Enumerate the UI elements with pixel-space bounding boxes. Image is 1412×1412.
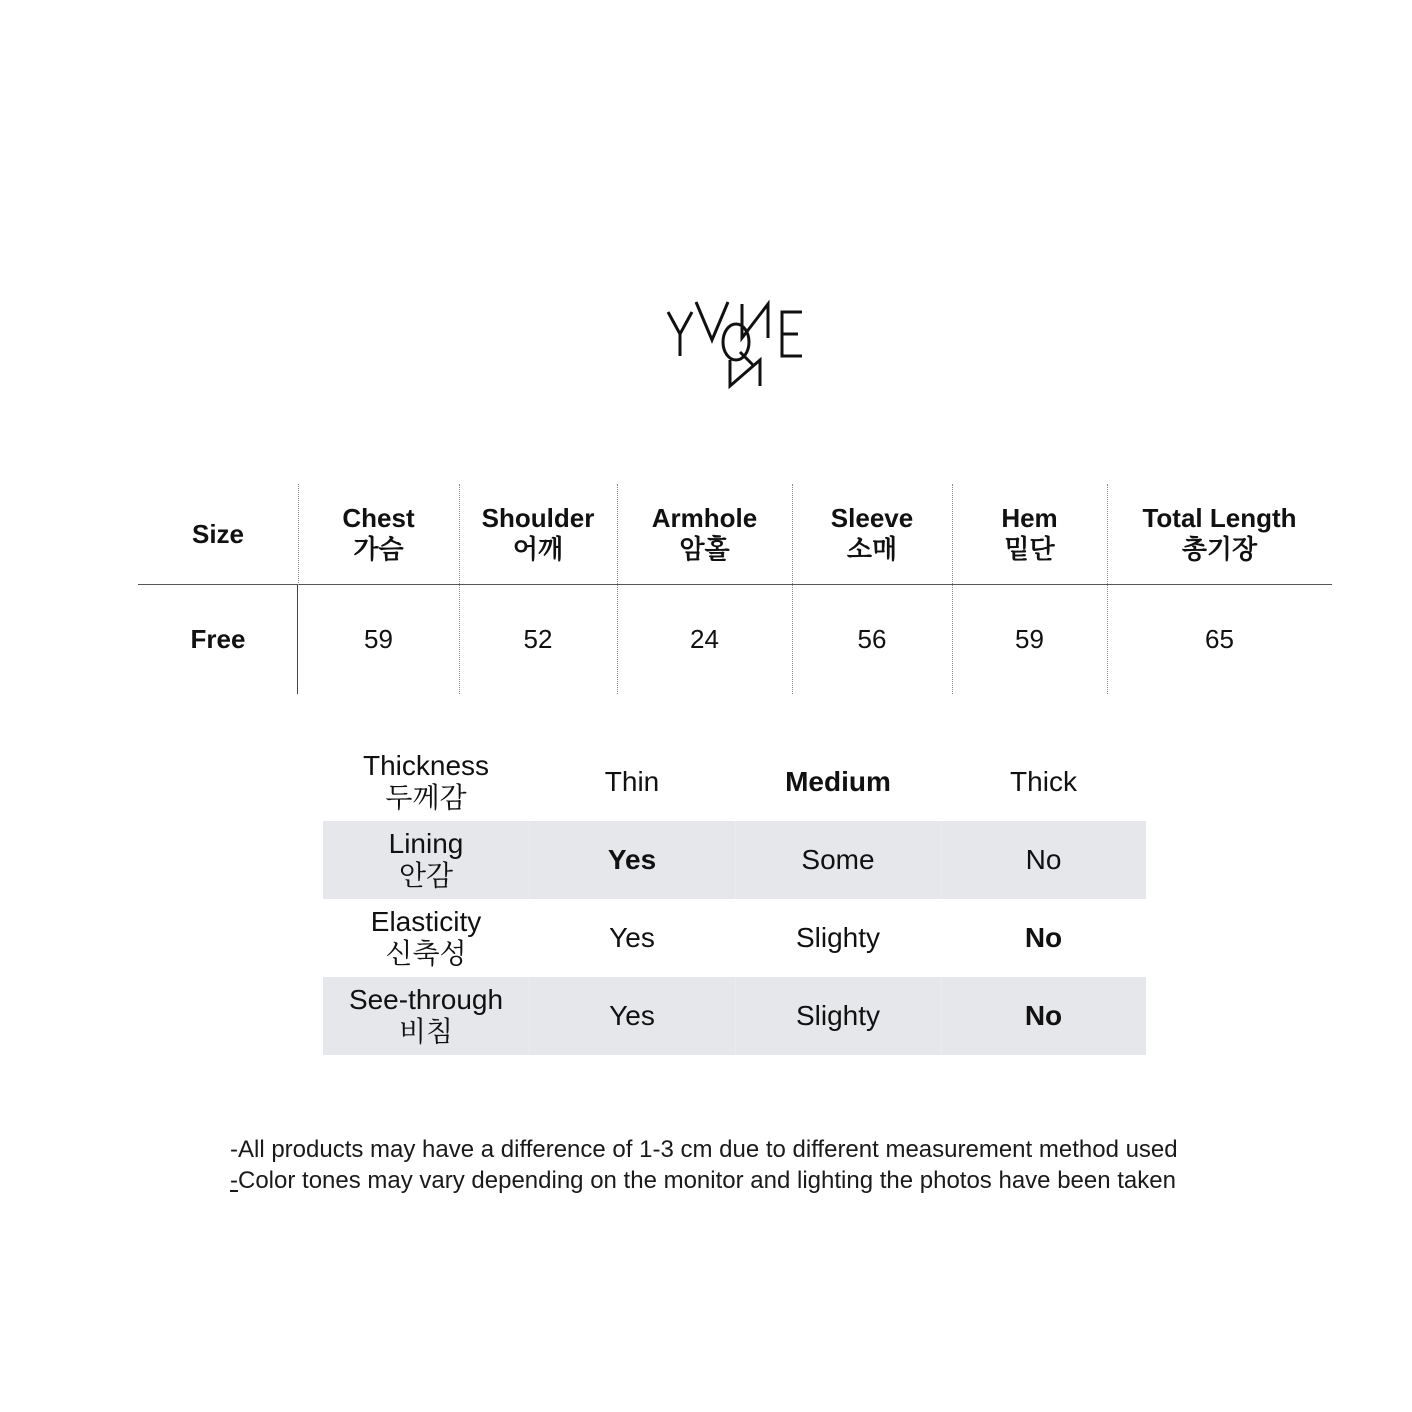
disclaimer-notes — [230, 1134, 1290, 1196]
fabric-row-thickness — [323, 743, 1146, 821]
header-sleeve-en: Sleeve — [830, 503, 914, 533]
fabric-attr-ko: 두께감 — [385, 782, 467, 813]
header-sleeve — [792, 484, 952, 584]
fabric-option-selected: Yes — [607, 844, 657, 875]
header-total-length-ko: 총기장 — [1181, 534, 1258, 564]
size-shoulder-value: 52 — [523, 624, 553, 654]
size-free-label: Free — [190, 624, 246, 654]
fabric-option: Slighty — [795, 922, 881, 953]
fabric-option-selected: No — [1024, 1000, 1063, 1031]
header-total-length — [1107, 484, 1332, 584]
fabric-option-selected: No — [1024, 922, 1063, 953]
fabric-attr-lining — [323, 821, 529, 899]
fabric-attr-ko: 신축성 — [385, 938, 467, 969]
header-armhole-en: Armhole — [651, 503, 758, 533]
column-separator — [298, 484, 299, 585]
column-separator — [792, 484, 793, 694]
fabric-option: Thick — [1010, 766, 1077, 797]
column-separator — [459, 484, 460, 694]
header-chest-ko: 가슴 — [353, 534, 404, 564]
fabric-attr-en: Thickness — [362, 750, 490, 781]
fabric-row-lining — [323, 821, 1146, 899]
fabric-option: Some — [801, 844, 875, 875]
header-hem-ko: 밑단 — [1004, 534, 1055, 564]
fabric-attr-thickness — [323, 743, 529, 821]
size-hem-value: 59 — [1015, 624, 1044, 654]
fabric-option: Thin — [604, 766, 660, 797]
note-measurement: -All products may have a difference of 1-3 cm due to different measurement method used — [230, 1136, 1178, 1163]
fabric-attr-ko: 비침 — [398, 1016, 454, 1047]
column-separator — [1107, 484, 1108, 694]
header-armhole — [617, 484, 792, 584]
fabric-attr-ko: 안감 — [398, 860, 454, 891]
note-color-tones-text: Color tones may vary depending on the monitor and lighting the photos have been taken — [238, 1167, 1176, 1194]
header-shoulder — [459, 484, 617, 584]
header-chest — [298, 484, 459, 584]
size-sleeve-value: 56 — [857, 624, 887, 654]
yvonne-monogram-logo-icon — [664, 300, 806, 390]
fabric-option: No — [1025, 844, 1062, 875]
header-total-length-en: Total Length — [1142, 503, 1297, 533]
header-shoulder-ko: 어깨 — [512, 534, 564, 564]
fabric-attr-en: Elasticity — [370, 906, 482, 937]
fabric-option: Slighty — [795, 1000, 881, 1031]
header-hem-en: Hem — [1001, 503, 1058, 533]
size-armhole-value: 24 — [690, 624, 719, 654]
brand-logo — [664, 300, 806, 390]
header-sleeve-ko: 소매 — [846, 534, 898, 564]
fabric-table — [323, 743, 1146, 1055]
header-armhole-ko: 암홀 — [679, 534, 730, 564]
header-chest-en: Chest — [342, 503, 415, 533]
fabric-attr-en: Lining — [388, 828, 464, 859]
column-separator — [952, 484, 953, 694]
fabric-row-elasticity — [323, 899, 1146, 977]
size-table-header-row — [138, 484, 1332, 584]
fabric-option-selected: Medium — [785, 766, 891, 797]
note-color-tones — [230, 1165, 1290, 1196]
fabric-row-see-through — [323, 977, 1146, 1055]
fabric-option: Yes — [609, 1000, 655, 1031]
size-table-row — [138, 585, 1332, 694]
size-chest-value: 59 — [364, 624, 393, 654]
fabric-attr-elasticity — [323, 899, 529, 977]
column-separator-solid — [297, 585, 298, 694]
note-dash: - — [230, 1167, 238, 1194]
fabric-option: Yes — [609, 922, 655, 953]
column-separator — [617, 484, 618, 694]
header-shoulder-en: Shoulder — [481, 503, 595, 533]
header-hem — [952, 484, 1107, 584]
fabric-attr-see-through — [323, 977, 529, 1055]
header-size-label: Size — [191, 518, 245, 549]
fabric-attr-en: See-through — [348, 984, 504, 1015]
size-table — [138, 484, 1332, 694]
header-size — [138, 484, 298, 584]
size-total-length-value: 65 — [1205, 624, 1234, 654]
